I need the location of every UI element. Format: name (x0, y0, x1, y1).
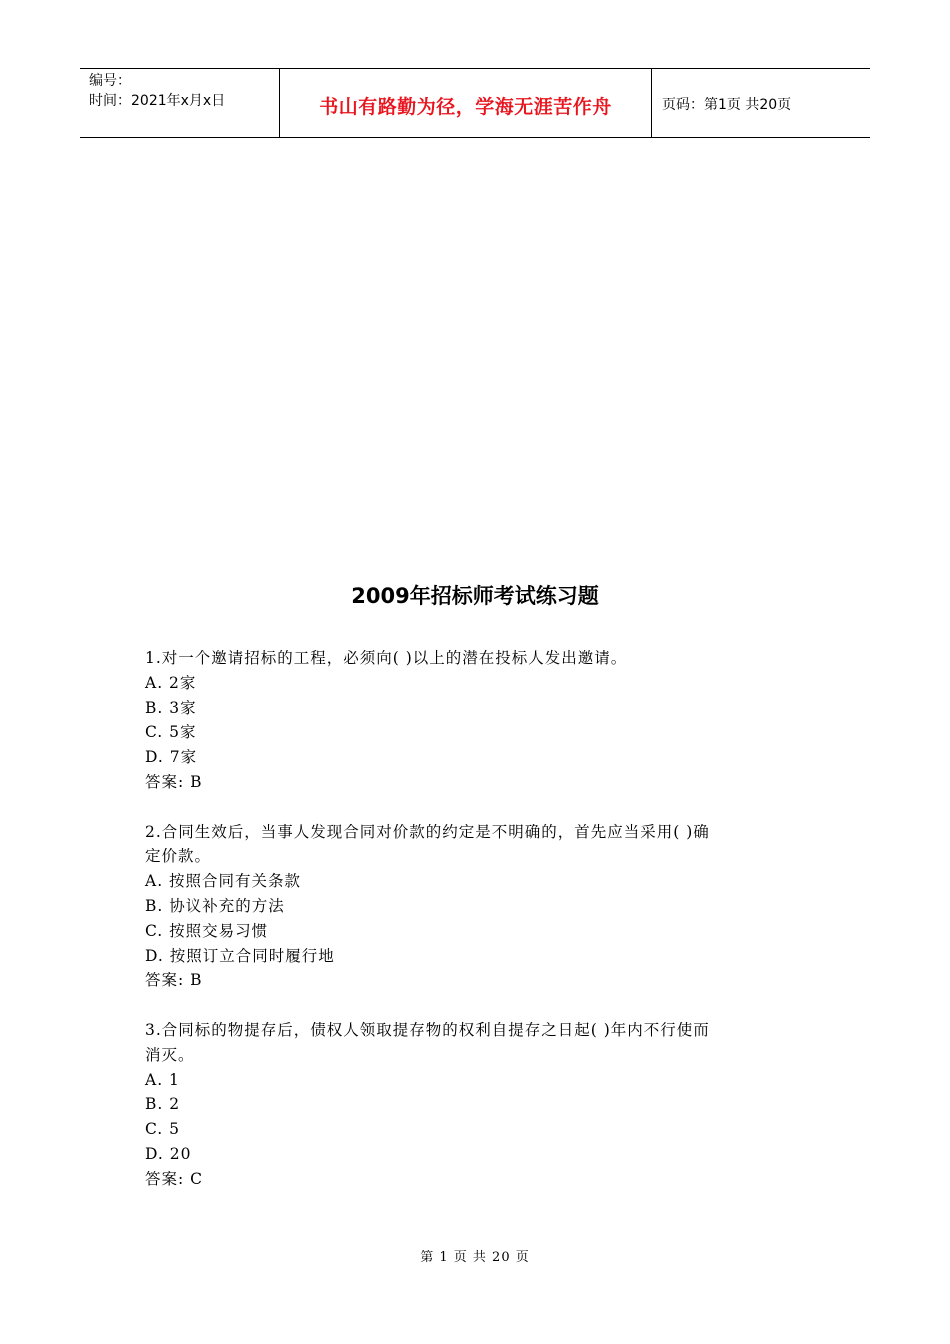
option-a: A. 2家 (145, 673, 197, 692)
header-page-info: 页码：第1页 共20页 (662, 97, 792, 113)
question-item (145, 1018, 817, 1192)
number-label: 编号： (89, 73, 131, 89)
document-title: 2009年招标师考试练习题 (351, 584, 599, 608)
question-item (145, 820, 817, 994)
option-a: A. 1 (145, 1070, 180, 1089)
option-d: D. 7家 (145, 748, 198, 767)
question-stem: 2.合同生效后，当事人发现合同对价款的约定是不明确的，首先应当采用( )确 (145, 822, 710, 841)
option-b: B. 3家 (145, 698, 197, 717)
question-stem-continued: 消灭。 (145, 1045, 195, 1064)
page-footer: 第 1 页 共 20 页 (420, 1250, 530, 1265)
page-header (80, 68, 870, 138)
question-list (145, 646, 817, 1216)
header-motto: 书山有路勤为径，学海无涯苦作舟 (280, 69, 652, 137)
option-c: C. 5 (145, 1120, 181, 1139)
option-d: D. 按照订立合同时履行地 (145, 946, 335, 965)
option-d: D. 20 (145, 1144, 192, 1163)
question-stem: 1.对一个邀请招标的工程，必须向( )以上的潜在投标人发出邀请。 (145, 649, 628, 667)
option-b: B. 2 (145, 1095, 181, 1114)
question-item (145, 646, 817, 795)
answer-line: 答案: C (145, 1169, 204, 1188)
option-c: C. 5家 (145, 723, 197, 742)
option-a: A. 按照合同有关条款 (145, 872, 302, 891)
question-stem: 3.合同标的物提存后，债权人领取提存物的权利自提存之日起( )年内不行使而 (145, 1020, 710, 1039)
answer-line: 答案: B (145, 971, 203, 990)
question-stem-continued: 定价款。 (145, 847, 212, 866)
option-c: C. 按照交易习惯 (145, 921, 269, 940)
header-meta (80, 69, 280, 137)
time-label: 时间：2021年x月x日 (89, 93, 226, 109)
option-b: B. 协议补充的方法 (145, 896, 285, 915)
answer-line: 答案: B (145, 772, 203, 791)
